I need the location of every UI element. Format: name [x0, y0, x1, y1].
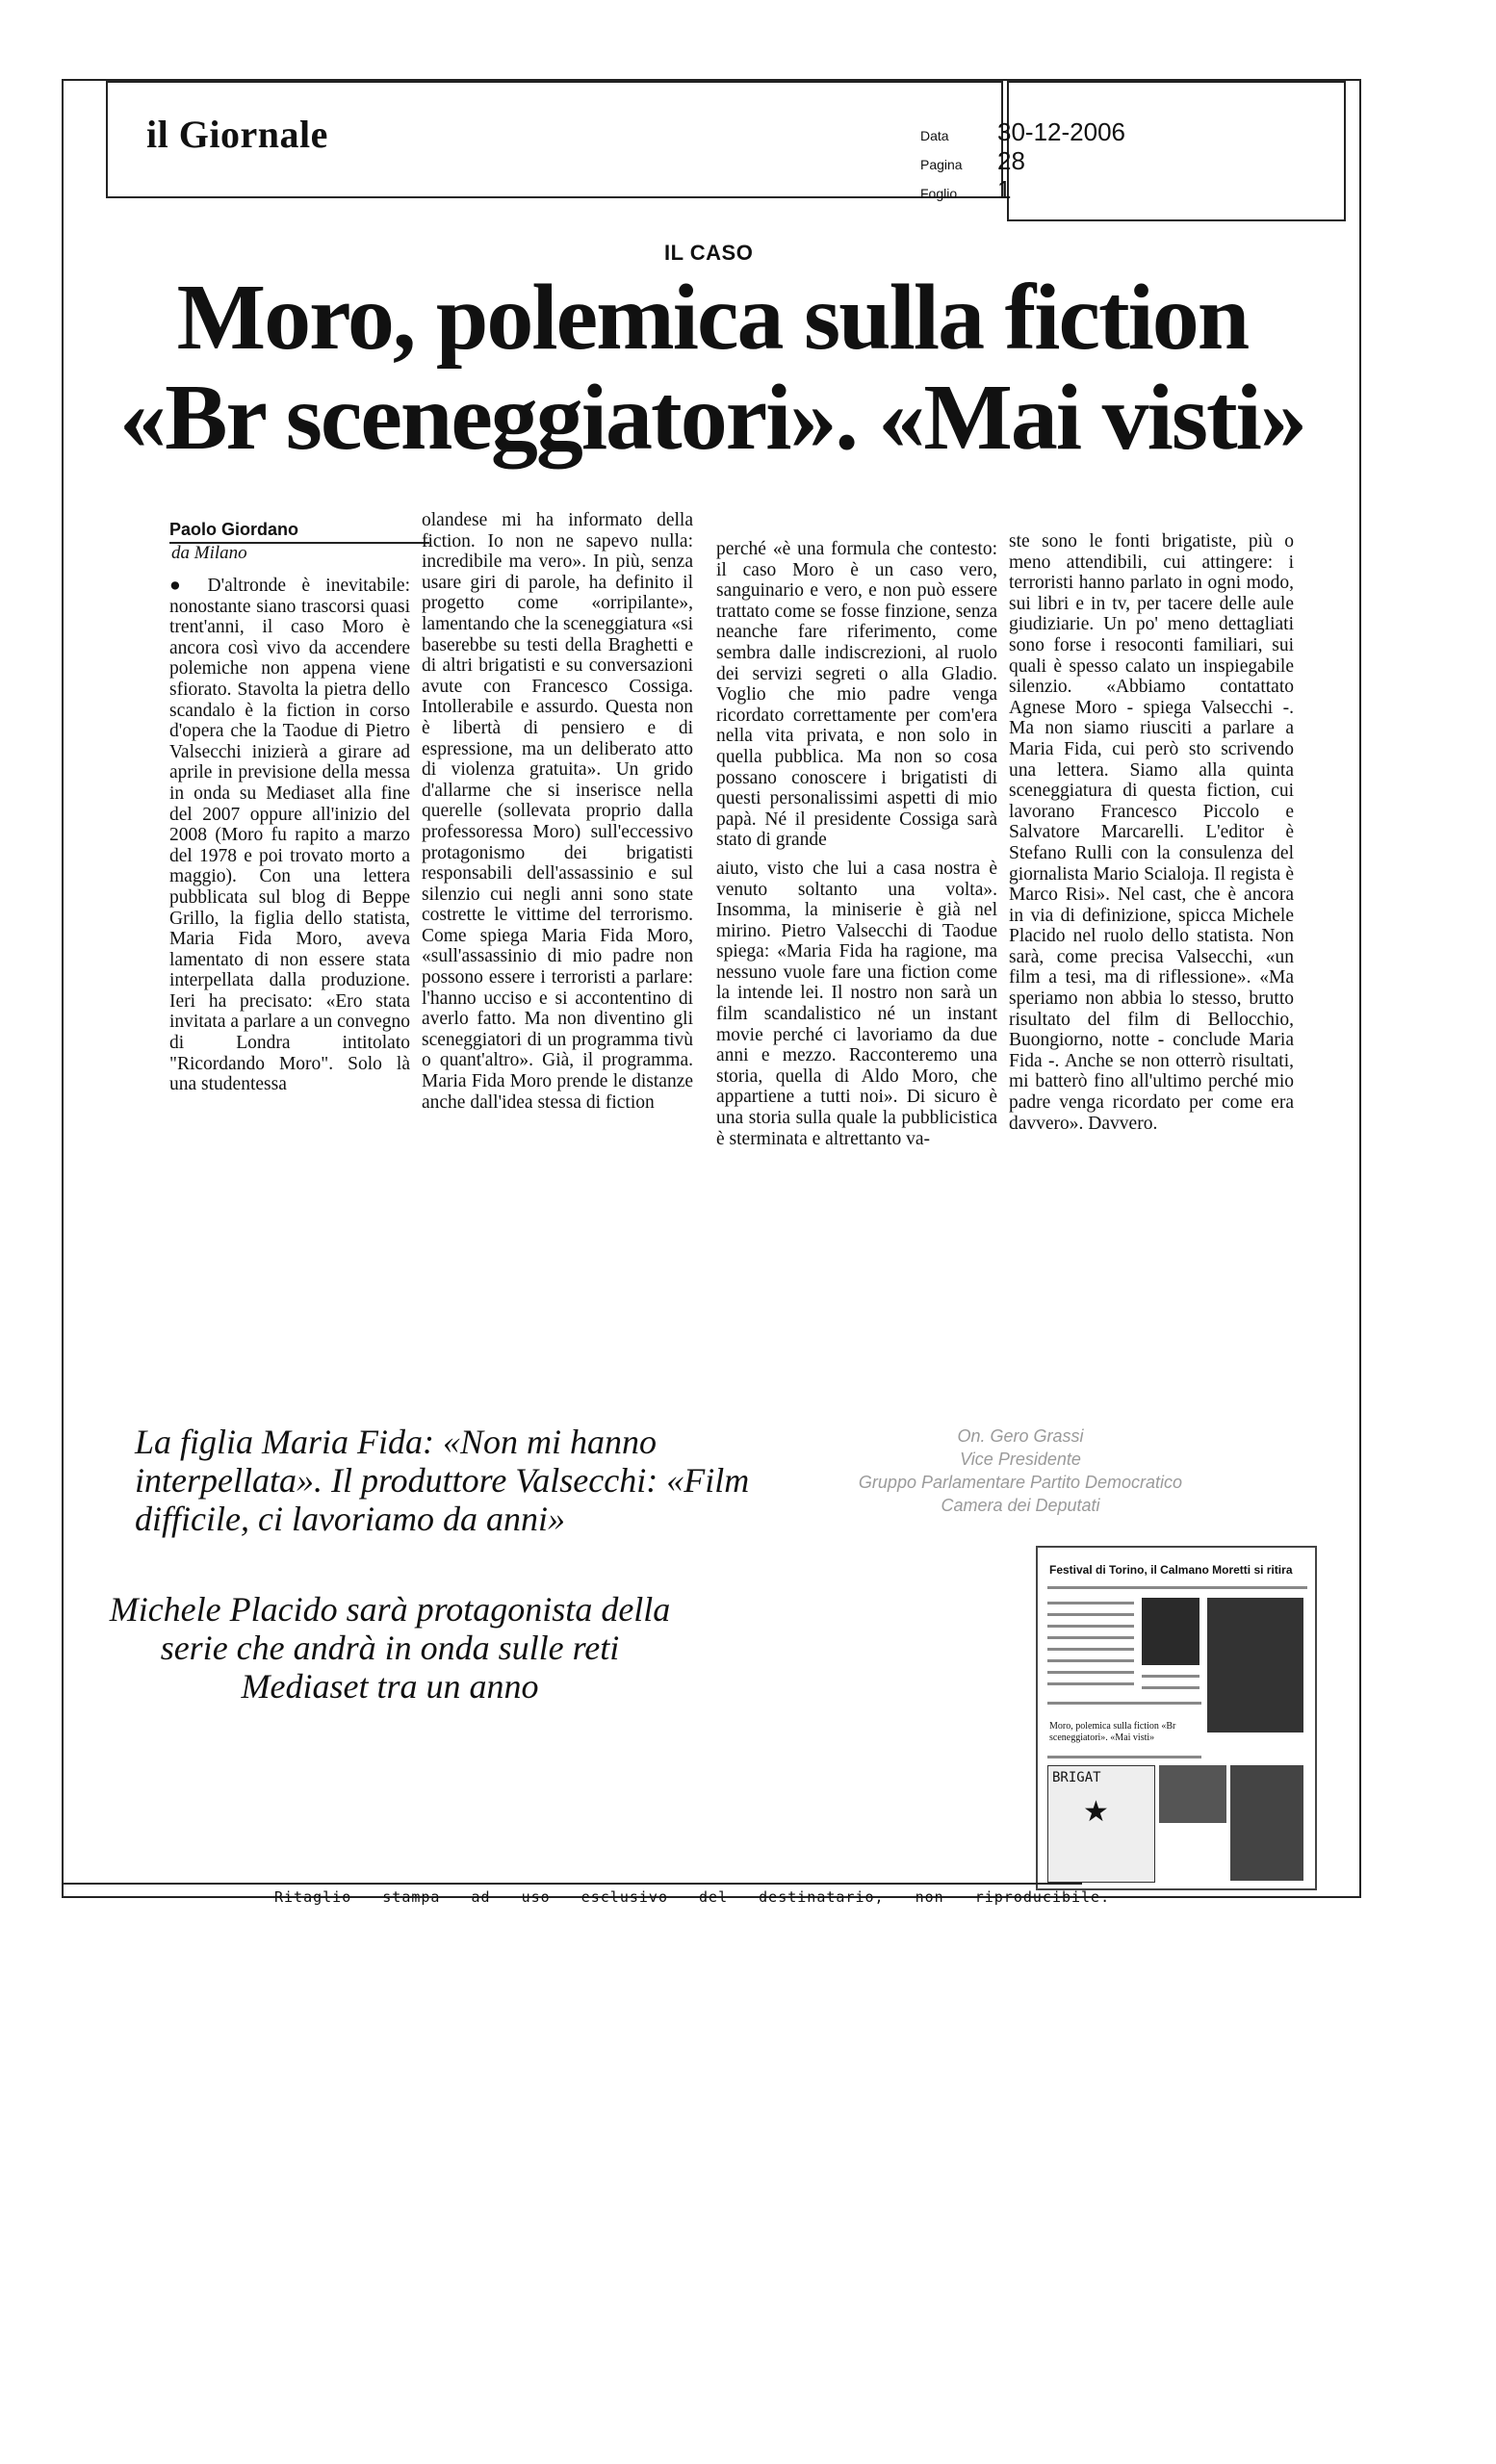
- thumbnail-rule: [1047, 1586, 1307, 1589]
- dateline: da Milano: [171, 543, 247, 563]
- thumbnail-text-line: [1047, 1756, 1201, 1758]
- sheet-label: Foglio: [920, 186, 958, 201]
- column-1-text: ● D'altronde è inevitabile: nonostante siano trascorsi quasi trent'anni, il caso Moro è ancora così vivo da accendere polemiche non appena viene sfiorato. Stavolta la pietra dello scandalo è la fiction in corso d'opera che la Taodue di Pietro Valsecchi inizierà a girare ad aprile in previsione della messa in onda su Mediaset alla fine del 2007 oppure all'inizio del 2008 (Moro fu rapito a marzo del 1978 e poi trovato morto a maggio). Con una lettera pubblicata sul blog di Beppe Grillo, la figlia dello statista, Maria Fida Moro, aveva lamentato di non essere stata interpellata dalla produzione. Ieri ha precisato: «Ero stata invitata a parlare a un convegno di Londra intitolato "Ricordando Moro". Solo là una studentessa: [169, 576, 410, 1095]
- signature-role: Vice Presidente: [960, 1450, 1081, 1469]
- date-value: 30-12-2006: [997, 117, 1125, 146]
- article-column-2: [422, 510, 693, 1113]
- author-byline: Paolo Giordano: [169, 520, 429, 544]
- clipping-header: [106, 81, 1357, 223]
- deputy-signature-stamp: [809, 1424, 1232, 1517]
- date-label: Data: [920, 128, 949, 143]
- thumbnail-text-line: [1047, 1602, 1134, 1604]
- thumbnail-photo-small: [1142, 1598, 1199, 1665]
- thumbnail-poster: [1047, 1765, 1155, 1883]
- footer-rule: [62, 1883, 1082, 1885]
- thumbnail-caption: Moro, polemica sulla fiction «Br sceneggiatori». «Mai visti»: [1049, 1721, 1176, 1743]
- star-icon: ★: [1083, 1796, 1109, 1828]
- thumbnail-photo-lower: [1159, 1765, 1226, 1823]
- thumbnail-text-line: [1047, 1682, 1134, 1685]
- sheet-row: [920, 175, 1011, 205]
- article-column-3: [716, 539, 997, 1149]
- article-column-4: [1009, 531, 1294, 1134]
- thumbnail-text-line: [1047, 1648, 1134, 1651]
- thumbnail-photo-portrait: [1207, 1598, 1303, 1732]
- metadata-box: [1007, 81, 1346, 221]
- signature-group: Gruppo Parlamentare Partito Democratico: [858, 1473, 1183, 1492]
- sheet-value: 1: [997, 175, 1012, 204]
- page-label: Pagina: [920, 157, 963, 172]
- thumbnail-text-line: [1047, 1702, 1201, 1705]
- thumbnail-text-line: [1142, 1686, 1199, 1689]
- masthead-box: [106, 81, 1003, 198]
- thumbnail-photo-right: [1230, 1765, 1303, 1881]
- article-headline: [96, 268, 1328, 468]
- column-4-text: ste sono le fonti brigatiste, più o meno attendibili, cui attingere: i terroristi hanno parlato in ogni modo, sui libri e in tv, per tacere delle aule giudiziarie. Un po' meno dettagliati sono forse i resoconti familiari, sui quali è spesso calato un inspiegabile silenzio. «Abbiamo contattato Agnese Moro - spiega Valsecchi -. Ma non siamo riusciti a parlare a Maria Fida, cui però sto scrivendo una lettera. Siamo alla quinta sceneggiatura di questa fiction, cui lavorano Francesco Piccolo e Salvatore Marcarelli. L'editor è Stefano Rulli con la consulenza del giornalista Mario Scialoja. Il regista è Marco Risi». Nel cast, che è ancora in via di definizione, spicca Michele Placido nel ruolo dello statista. Non sarà, come precisa Valsecchi, «un film a tesi, ma di riflessione». «Ma speriamo non abbia lo stesso, brutto risultato del film di Bellocchio, Buongiorno, notte - conclude Maria Fida -. Anche se non otterrò risultati, mi batterò fino all'ultimo perché mio padre venga ricordato per come era davvero». Davvero.: [1009, 531, 1294, 1134]
- signature-chamber: Camera dei Deputati: [941, 1496, 1100, 1515]
- subheading-quote: La figlia Maria Fida: «Non mi hanno interpellata». Il produttore Valsecchi: «Film difficile, ci lavoriamo da anni»: [135, 1423, 750, 1538]
- headline-line-1: Moro, polemica sulla fiction: [176, 266, 1249, 370]
- newspaper-name: il Giornale: [146, 113, 328, 156]
- thumbnail-text-line: [1047, 1625, 1134, 1628]
- thumbnail-text-line: [1047, 1636, 1134, 1639]
- column-3-text-a: perché «è una formula che contesto: il caso Moro è un caso vero, sanguinario e vero, e non può essere trattato come se fosse finzione, senza neanche fare riferimento, come sembra dalle indiscrezioni, al ruolo dei servizi segreti o alla Gladio. Voglio che mio padre venga ricordato correttamente per com'era nella vita privata, e non solo in quella pubblica. Ma non so cosa possano conoscere i brigatisti di questi personalissimi aspetti di mio papà. Né il presidente Cossiga sarà stato di grande: [716, 539, 997, 851]
- column-3-text-b: aiuto, visto che lui a casa nostra è venuto soltanto una volta». Insomma, la miniserie è già nel mirino. Pietro Valsecchi di Taodue spiega: «Maria Fida ha ragione, ma nessuno vuole fare una fiction come la intende lei. Il nostro non sarà un film scandalistico né un instant movie perché ci lavoriamo da due anni e mezzo. Racconteremo una storia, quella di Aldo Moro, che appartiene a tutti noi». Di sicuro è una storia sulla quale la pubblicistica è sterminata e altrettanto va-: [716, 858, 997, 1149]
- thumbnail-text-line: [1047, 1659, 1134, 1662]
- subheading-cast: Michele Placido sarà protagonista della serie che andrà in onda sulle reti Mediaset tra un anno: [109, 1590, 671, 1706]
- column-2-text: olandese mi ha informato della fiction. Io non ne sapevo nulla: incredibile ma vero». In più, senza usare giri di parole, ha definito il progetto come «orripilante», lamentando che la sceneggiatura «si baserebbe su testi della Braghetti e di altri brigatisti e su conversazioni avute con Francesco Cossiga. Intollerabile e assurdo. Questa non è libertà di pensiero e di espressione, ma un deliberato atto di violenza gratuita». Un grido d'allarme che si inserisce nella querelle (sollevata proprio dalla professoressa Moro) sull'eccessivo protagonismo dei brigatisti responsabili dell'assassinio e sul silenzio cui negli anni sono state costrette le vittime del terrorismo. Come spiega Maria Fida Moro, «sull'assassinio di mio padre non possono essere i terroristi a parlare: l'hanno ucciso e si accontentino di averlo fatto. Ma non diventino gli sceneggiatori di un programma tivù o quant'altro». Già, il programma. Maria Fida Moro prende le distanze anche dall'idea stessa di fiction: [422, 510, 693, 1113]
- article-column-1: [169, 576, 410, 1095]
- page-thumbnail: [1036, 1546, 1317, 1890]
- thumbnail-text-line: [1047, 1613, 1134, 1616]
- clipping-footer: Ritaglio stampa ad uso esclusivo del destinatario, non riproducibile.: [274, 1888, 1111, 1906]
- thumbnail-title: Festival di Torino, il Calmano Moretti si ritira: [1049, 1563, 1293, 1577]
- thumbnail-poster-text: BRIGAT: [1052, 1770, 1101, 1785]
- headline-line-2: «Br sceneggiatori». «Mai visti»: [119, 366, 1305, 470]
- thumbnail-text-line: [1047, 1671, 1134, 1674]
- date-row: [920, 117, 1125, 147]
- article-kicker: IL CASO: [664, 241, 754, 265]
- thumbnail-text-line: [1142, 1675, 1199, 1678]
- page-value: 28: [997, 146, 1025, 175]
- page-row: [920, 146, 1025, 176]
- signature-name: On. Gero Grassi: [957, 1426, 1084, 1446]
